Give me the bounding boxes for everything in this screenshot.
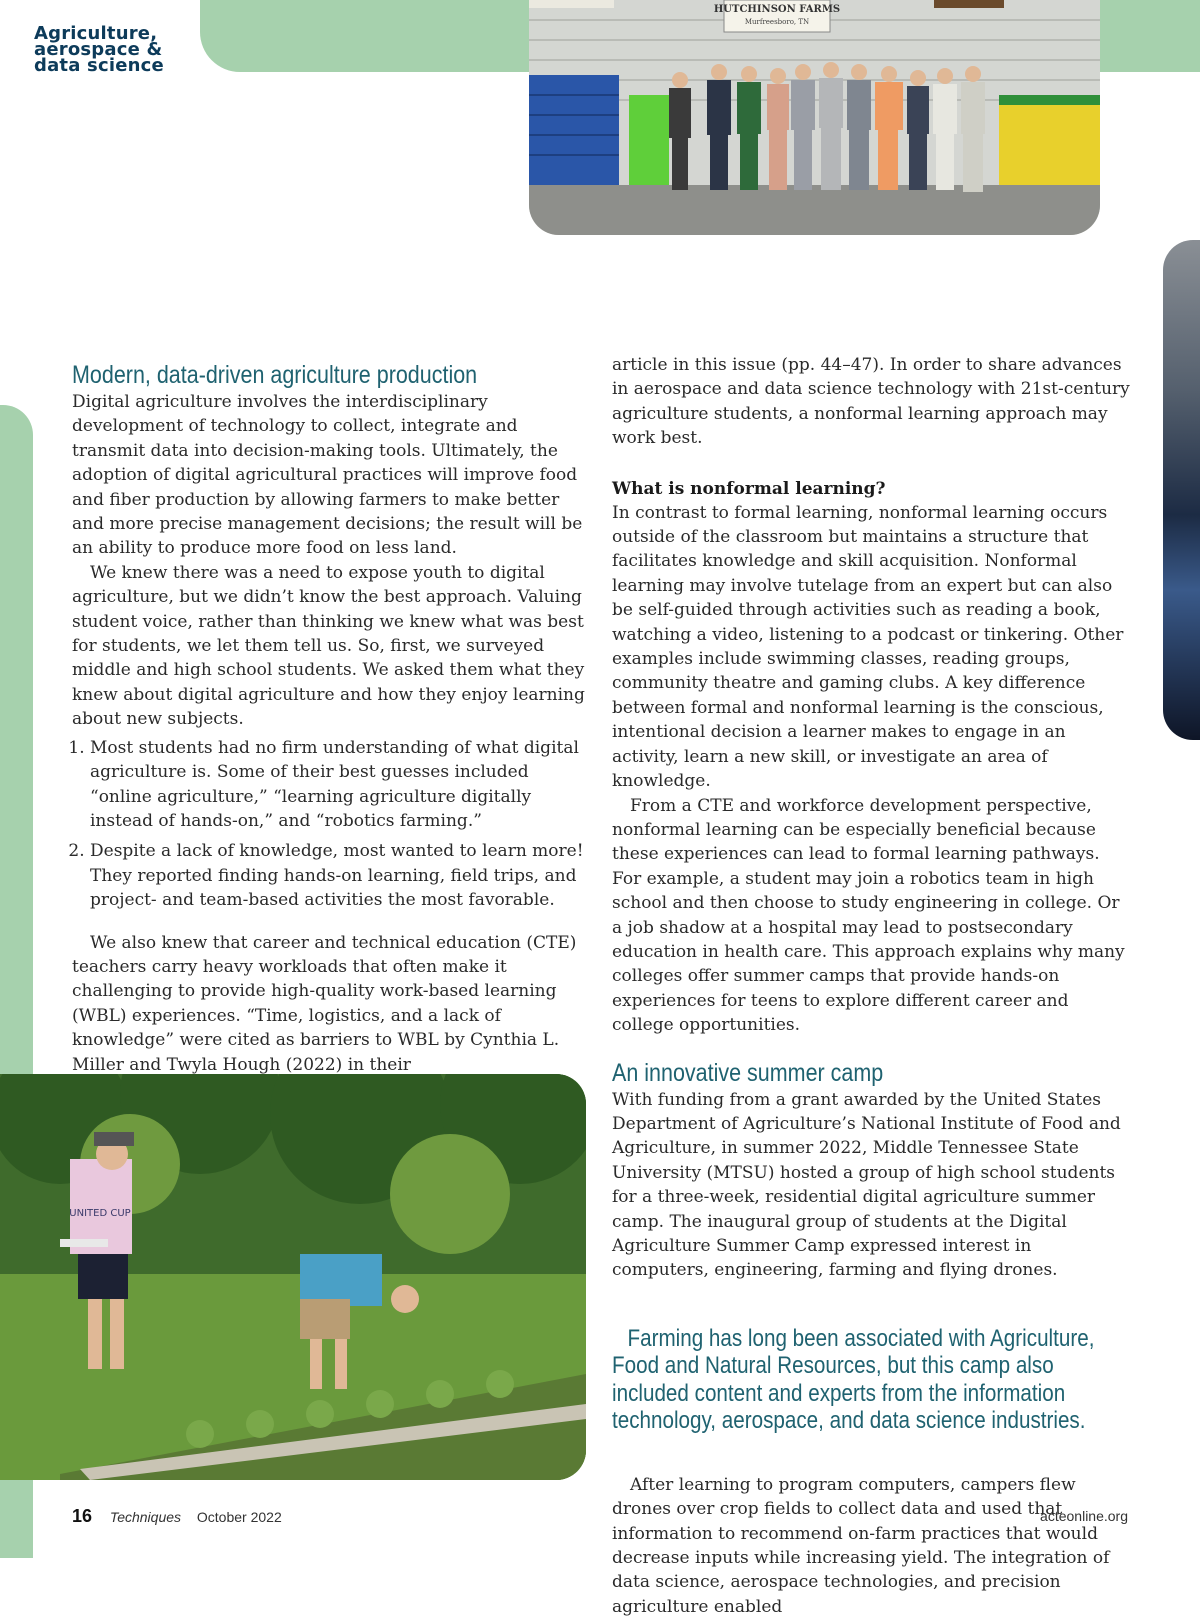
right-column [612,353,1132,1619]
footer-left [72,1506,282,1527]
footer-website[interactable]: acteonline.org [1040,1508,1128,1524]
heading-modern-agriculture: Modern, data-driven agriculture production [72,361,478,389]
magazine-name: Techniques [109,1509,182,1525]
list-item: 1. Most students had no firm understanding of what digital agriculture is. Some of their best guesses included “online agriculture,” “learning agriculture digitally instead of hands-on,” and “robotics farming.” [90,736,590,834]
paragraph-nonformal: In contrast to formal learning, nonformal learning occurs outside of the classroom but maintains a structure that facilitates knowledge and skill acquisition. Nonformal learning may involve tutelage from an expert but can also be self-guided through activities such as reading a book, watching a video, listening to a podcast or tinkering. Other examples include swimming classes, reading groups, community theatre and gaming clubs. A key difference between formal and nonformal learning is the conscious, intentional decision a learner makes to engage in an activity, learn a new skill, or investigate an area of knowledge. [612,502,1124,792]
paragraph-cte-teachers: We also knew that career and technical education (CTE) teachers carry heavy workloads that often make it challenging to provide high-quality work-based learning (WBL) experiences. “Time, logistics, and a lack of knowledge” were cited as barriers to WBL by Cynthia L. Miller and Twyla Hough (2022) in their [72,932,577,1075]
paragraph-summer-camp: With funding from a grant awarded by the United States Department of Agriculture’s National Institute of Food and Agriculture, in summer 2022, Middle Tennessee State University (MTSU) hosted a group of high school students for a three-week, residential digital agriculture summer camp. The inaugural group of students at the Digital Agriculture Summer Camp expressed interest in computers, engineering, farming and flying drones. [612,1089,1121,1281]
heading-summer-camp: An innovative summer camp [612,1058,884,1087]
pull-quote: Farming has long been associated with Agriculture, Food and Natural Resources, but this camp also included content and experts from the information technology, aerospace, and data science industries. [612,1324,1095,1435]
page-number: 16 [72,1506,93,1526]
paragraph-continued: article in this issue (pp. 44–47). In order to share advances in aerospace and data science technology with 21st-century agriculture students, a nonformal learning approach may work best. [612,355,1130,449]
group-photo-illustration [529,0,1100,235]
list-item: 2. Despite a lack of knowledge, most wanted to learn more! They reported finding hands-on learning, field trips, and project- and team-based activities the most favorable. [90,839,590,912]
garden-photo-illustration [0,1074,586,1480]
paragraph-drones: After learning to program computers, campers flew drones over crop fields to collect data and used that information to recommend on-farm practices that would decrease inputs while increasing yield. The integration of data science, aerospace technologies, and precision agriculture enabled [612,1474,1110,1617]
subheading-nonformal: What is nonformal learning? [612,478,886,499]
paragraph-cte-perspective: From a CTE and workforce development perspective, nonformal learning can be especially beneficial because these experiences can lead to formal learning pathways. For example, a student may join a robotics team in high school and then choose to study engineering in college. Or a job shadow at a hospital may lead to postsecondary education in health care. This approach explains why many colleges offer summer camps that provide hands-on experiences for teens to explore different career and college opportunities. [612,795,1125,1036]
paragraph-digital-agriculture: Digital agriculture involves the interdisciplinary development of technology to collect, integrate and transmit data into decision-making tools. Ultimately, the adoption of digital agricultural practices will improve food and fiber production by allowing farmers to make better and more precise management decisions; the result will be an ability to produce more food on less land. [72,392,583,559]
shirt-text: UNITED CUP [69,1208,131,1219]
sign-subtext: Murfreesboro, TN [744,18,810,26]
paragraph-survey: We knew there was a need to expose youth to digital agriculture, but we didn’t know the best approach. Valuing student voice, rather than thinking we knew what was best for students, we let them tell us. So, first, we surveyed middle and high school students. We asked them what they knew about digital agriculture and how they enjoy learning about new subjects. [72,562,585,730]
issue-date: October 2022 [196,1509,282,1525]
section-label: Agriculture, aerospace & data science [34,23,164,76]
left-column [72,360,590,1077]
sign-text: HUTCHINSON FARMS [713,4,841,15]
survey-findings-list [72,736,590,913]
group-photo [529,0,1100,235]
garden-photo [0,1074,586,1480]
right-edge-photo [1163,240,1200,740]
